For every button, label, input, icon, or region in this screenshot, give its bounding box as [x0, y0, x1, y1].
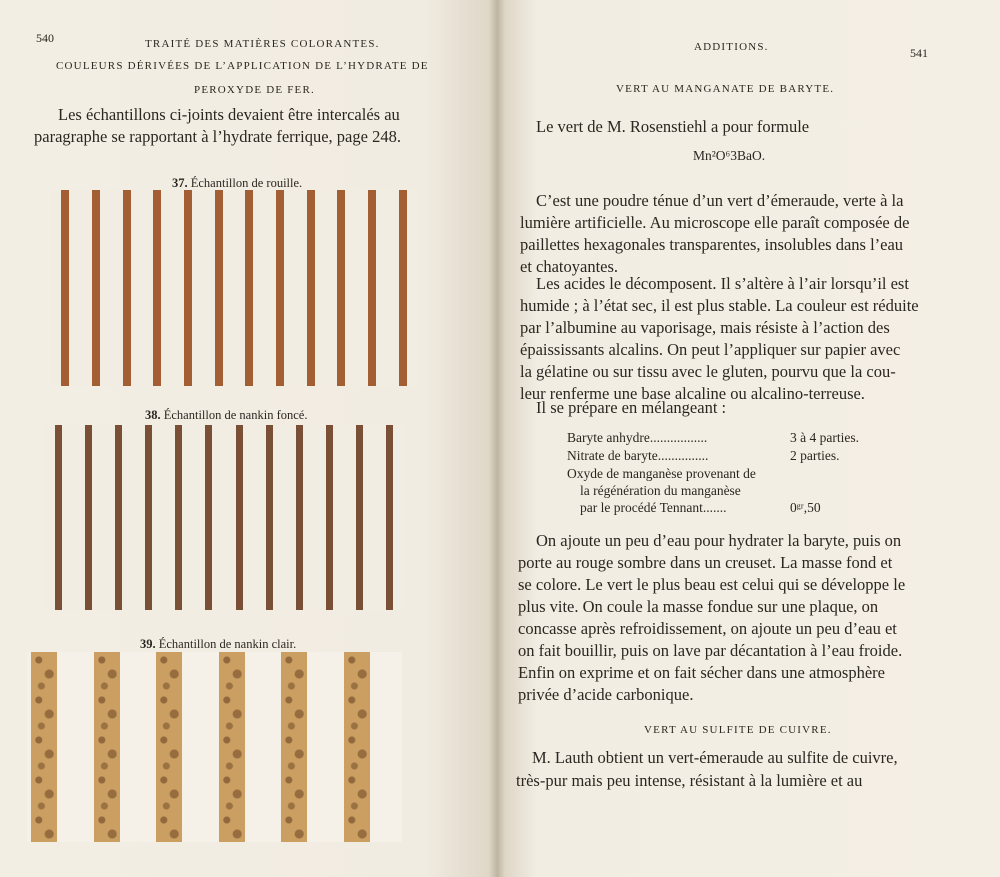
sample-37-stripe — [215, 190, 223, 386]
sample-37-number: 37. — [172, 176, 188, 190]
section-title-line1: COULEURS DÉRIVÉES DE L’APPLICATION DE L’HYDRATE DE — [56, 60, 429, 72]
sample-39-caption — [140, 637, 296, 652]
formula-intro: Le vert de M. Rosenstiehl a pour formule — [536, 117, 810, 136]
sample-37-stripe — [92, 190, 100, 386]
intro-line-1: Les échantillons ci-joints devaient être intercalés au — [58, 105, 400, 124]
section1-title: VERT AU MANGANATE DE BARYTE. — [616, 83, 835, 95]
para2-line4: épaississants alcalins. On peut l’appliquer sur papier avec — [520, 340, 901, 359]
sample-37-stripe — [245, 190, 253, 386]
para4-line7: Enfin on exprime et on fait sécher dans une atmosphère — [518, 663, 885, 682]
sample-38-stripe — [55, 425, 62, 610]
sample-39-stripe — [94, 652, 120, 842]
para1-line3: paillettes hexagonales transparentes, insolubles dans l’eau — [520, 235, 904, 254]
para4-line8: privée d’acide carbonique. — [518, 685, 694, 704]
sample-39-stripe — [281, 652, 307, 842]
para2-line1: Les acides le décomposent. Il s’altère à l’air lorsqu’il est — [536, 274, 909, 293]
para2-line3: par l’albumine au vaporisage, mais résiste à l’action des — [520, 318, 890, 337]
sample-38-stripe — [205, 425, 212, 610]
sample-39-stripe — [219, 652, 245, 842]
section2-title: VERT AU SULFITE DE CUIVRE. — [644, 724, 832, 736]
left-running-head: TRAITÉ DES MATIÈRES COLORANTES. — [145, 38, 380, 50]
recipe-row1-qty: 3 à 4 parties. — [790, 430, 859, 445]
section-title-line2: PEROXYDE DE FER. — [194, 84, 315, 96]
sample-37-label: Échantillon de rouille. — [190, 176, 303, 190]
sample-39-stripe — [156, 652, 182, 842]
para4-line5: concasse après refroidissement, on ajoute un peu d’eau et — [518, 619, 897, 638]
sample-37-stripe — [399, 190, 407, 386]
para2-line6: leur renferme une base alcaline ou alcalino-terreuse. — [520, 384, 865, 403]
sample-38-stripe — [266, 425, 273, 610]
right-running-head: ADDITIONS. — [694, 41, 769, 53]
sample-38-stripe — [236, 425, 243, 610]
sample-37-stripe — [276, 190, 284, 386]
para2-line5: la gélatine ou sur tissu avec le gluten, pourvu que la cou- — [520, 362, 896, 381]
sample-39-label: Échantillon de nankin clair. — [158, 637, 297, 651]
para1-line4: et chatoyantes. — [520, 257, 619, 276]
sample-38-stripe — [386, 425, 393, 610]
sample-39-stripe — [344, 652, 370, 842]
recipe-row3-qty: 0ᵍʳ,50 — [790, 500, 821, 515]
para4-line4: plus vite. On coule la masse fondue sur une plaque, on — [518, 597, 879, 616]
recipe-row2-qty: 2 parties. — [790, 448, 840, 463]
sample-37-caption — [172, 176, 302, 191]
sample-38-stripe — [115, 425, 122, 610]
para4-line1: On ajoute un peu d’eau pour hydrater la baryte, puis on — [536, 531, 902, 550]
para4-line3: se colore. Le vert le plus beau est celui qui se développe le — [518, 575, 906, 594]
sample-37-stripe — [153, 190, 161, 386]
sample-39-stripe — [31, 652, 57, 842]
para2-line2: humide ; à l’état sec, il est plus stable. La couleur est réduite — [520, 296, 919, 315]
sample-37-stripe — [307, 190, 315, 386]
para1-line2: lumière artificielle. Au microscope elle paraît composée de — [520, 213, 910, 232]
left-page-number: 540 — [36, 31, 54, 45]
sample-37-stripe — [337, 190, 345, 386]
para4-line2: porte au rouge sombre dans un creuset. La masse fond et — [518, 553, 893, 572]
sample-38-stripe — [356, 425, 363, 610]
para5-line2: très-pur mais peu intense, résistant à la lumière et au — [516, 771, 863, 790]
recipe-row3-item-line1: Oxyde de manganèse provenant de — [567, 466, 756, 481]
book-gutter — [489, 0, 505, 877]
chemical-formula: Mn²O⁶3BaO. — [693, 148, 766, 163]
para1-line1: C’est une poudre ténue d’un vert d’émeraude, verte à la — [536, 191, 904, 210]
recipe-row3-item-line2: la régénération du manganèse — [580, 483, 741, 498]
sample-37-stripe — [368, 190, 376, 386]
intro-line-2: paragraphe se rapportant à l’hydrate ferrique, page 248. — [34, 127, 401, 146]
sample-39-number: 39. — [140, 637, 156, 651]
sample-38-stripe — [326, 425, 333, 610]
sample-38-stripe — [175, 425, 182, 610]
recipe-row1-item: Baryte anhydre................. — [567, 430, 708, 445]
sample-37-stripe — [61, 190, 69, 386]
sample-38-stripe — [145, 425, 152, 610]
sample-38-number: 38. — [145, 408, 161, 422]
para4-line6: on fait bouillir, puis on lave par décantation à l’eau froide. — [518, 641, 903, 660]
recipe-row2-item: Nitrate de baryte............... — [567, 448, 709, 463]
para3: Il se prépare en mélangeant : — [536, 398, 727, 417]
sample-39-swatch — [27, 652, 402, 842]
sample-38-stripe — [85, 425, 92, 610]
sample-38-swatch — [43, 425, 405, 610]
sample-38-stripe — [296, 425, 303, 610]
sample-38-label: Échantillon de nankin foncé. — [163, 408, 308, 422]
sample-37-stripe — [123, 190, 131, 386]
sample-38-caption — [145, 408, 307, 423]
recipe-row3-item-line3: par le procédé Tennant....... — [580, 500, 727, 515]
para5-line1: M. Lauth obtient un vert-émeraude au sulfite de cuivre, — [532, 748, 898, 767]
sample-37-stripe — [184, 190, 192, 386]
sample-37-swatch — [50, 190, 418, 386]
right-page-number: 541 — [910, 46, 928, 60]
